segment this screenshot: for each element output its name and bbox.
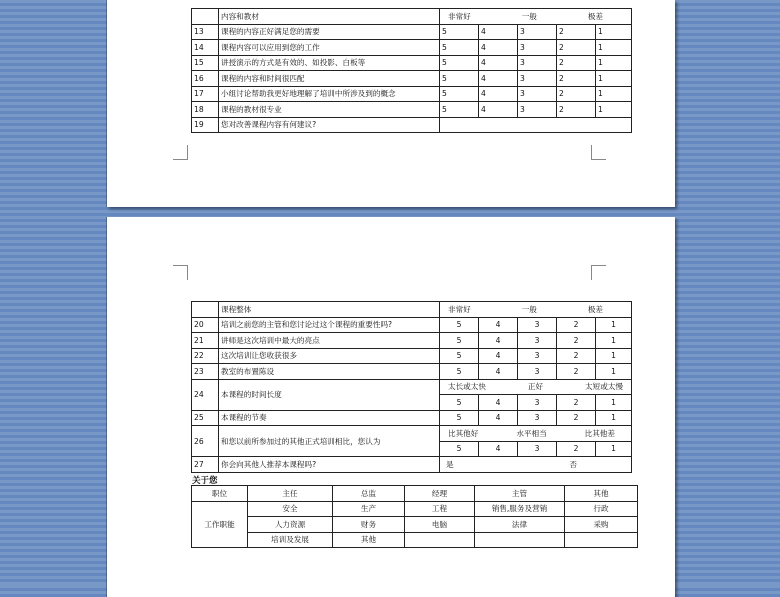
- score-option[interactable]: 1: [596, 364, 632, 380]
- question-number: 13: [192, 24, 219, 40]
- function-option[interactable]: 电脑: [405, 517, 475, 533]
- question-text: 本课程的节奏: [219, 410, 440, 426]
- question-number: 16: [192, 71, 219, 87]
- question-number: 22: [192, 348, 219, 364]
- score-option[interactable]: 3: [518, 395, 557, 411]
- question-row-20: [192, 317, 632, 333]
- question-row-19: [192, 117, 632, 133]
- question-row-22: [192, 348, 632, 364]
- question-text: 课程内容可以应用到您的工作: [219, 40, 440, 56]
- comparison-scale-labels: 比其他好 水平相当 比其他差: [440, 426, 632, 442]
- rating-scale-header: 非常好 一般 极差: [440, 302, 632, 318]
- question-number: 23: [192, 364, 219, 380]
- score-option[interactable]: 4: [479, 395, 518, 411]
- question-text: 您对改善课程内容有何建议?: [219, 117, 440, 133]
- score-option[interactable]: 5: [440, 364, 479, 380]
- score-option[interactable]: 5: [440, 24, 479, 40]
- score-option[interactable]: 1: [596, 24, 632, 40]
- score-option[interactable]: 5: [440, 333, 479, 349]
- question-row-23: [192, 364, 632, 380]
- score-option[interactable]: 1: [596, 86, 632, 102]
- no-option[interactable]: 否: [569, 459, 577, 469]
- question-text: 小组讨论帮助我更好地理解了培训中所涉及到的概念: [219, 86, 440, 102]
- score-option[interactable]: 4: [479, 348, 518, 364]
- section-label: 内容和教材: [219, 9, 440, 25]
- score-option[interactable]: 4: [479, 55, 518, 71]
- question-number: 21: [192, 333, 219, 349]
- position-option[interactable]: 经理: [405, 486, 475, 502]
- score-option[interactable]: 3: [518, 441, 557, 457]
- score-option[interactable]: 5: [440, 441, 479, 457]
- score-option[interactable]: 3: [518, 71, 557, 87]
- document-page-2: [107, 217, 675, 597]
- score-option[interactable]: 2: [557, 348, 596, 364]
- score-option[interactable]: 4: [479, 410, 518, 426]
- score-option[interactable]: 2: [557, 410, 596, 426]
- function-row: [192, 517, 638, 533]
- score-option[interactable]: 1: [596, 333, 632, 349]
- yes-no-options: [440, 457, 632, 473]
- score-option[interactable]: 5: [440, 71, 479, 87]
- function-option: [475, 532, 565, 548]
- question-text: 和您以前所参加过的其他正式培训相比，您认为: [219, 426, 440, 457]
- crop-mark: [173, 145, 188, 160]
- question-row-26: 26 和您以前所参加过的其他正式培训相比，您认为 比其他好 水平相当 比其他差: [192, 426, 632, 442]
- question-text: 讲授演示的方式是有效的、如投影、白板等: [219, 55, 440, 71]
- score-option[interactable]: 4: [479, 333, 518, 349]
- question-row-16: [192, 71, 632, 87]
- score-option[interactable]: 1: [596, 410, 632, 426]
- score-option[interactable]: 2: [557, 364, 596, 380]
- about-you-table: [191, 485, 638, 548]
- question-number: 17: [192, 86, 219, 102]
- score-option[interactable]: 4: [479, 71, 518, 87]
- crop-mark: [591, 265, 606, 280]
- score-option[interactable]: 5: [440, 348, 479, 364]
- position-option[interactable]: 其他: [565, 486, 638, 502]
- score-option[interactable]: 5: [440, 55, 479, 71]
- position-option[interactable]: 主任: [248, 486, 333, 502]
- score-option[interactable]: 1: [596, 317, 632, 333]
- question-text: 你会向其他人推荐本课程吗?: [219, 457, 440, 473]
- score-option[interactable]: 5: [440, 102, 479, 118]
- function-option[interactable]: 其他: [333, 532, 405, 548]
- score-option[interactable]: 5: [440, 86, 479, 102]
- question-number: 19: [192, 117, 219, 133]
- score-option[interactable]: 2: [557, 24, 596, 40]
- question-text: 课程的内容和时间很匹配: [219, 71, 440, 87]
- score-option[interactable]: 4: [479, 24, 518, 40]
- function-option[interactable]: 财务: [333, 517, 405, 533]
- position-option[interactable]: 总监: [333, 486, 405, 502]
- function-option[interactable]: 销售,服务及营销: [475, 501, 565, 517]
- function-label: 工作职能: [192, 501, 248, 548]
- score-option[interactable]: 1: [596, 441, 632, 457]
- question-row-18: [192, 102, 632, 118]
- score-option[interactable]: 3: [518, 86, 557, 102]
- crop-mark: [591, 145, 606, 160]
- score-option[interactable]: 2: [557, 71, 596, 87]
- function-option: [405, 532, 475, 548]
- score-option[interactable]: 5: [440, 410, 479, 426]
- score-option[interactable]: 5: [440, 395, 479, 411]
- table-header-row: [192, 9, 632, 25]
- score-option[interactable]: 2: [557, 102, 596, 118]
- score-option[interactable]: 2: [557, 395, 596, 411]
- yes-option[interactable]: 是: [446, 459, 454, 469]
- score-option[interactable]: 4: [479, 441, 518, 457]
- score-option[interactable]: 4: [479, 317, 518, 333]
- question-number: 15: [192, 55, 219, 71]
- question-row-15: [192, 55, 632, 71]
- function-option: [565, 532, 638, 548]
- function-option[interactable]: 行政: [565, 501, 638, 517]
- question-row-25: 25 本课程的节奏 5 4 3 2 1: [192, 410, 632, 426]
- question-row-17: [192, 86, 632, 102]
- score-option[interactable]: 4: [479, 86, 518, 102]
- question-text: 本课程的时间长度: [219, 379, 440, 410]
- function-option[interactable]: 培训及发展: [248, 532, 333, 548]
- function-row: [192, 532, 638, 548]
- question-number: 14: [192, 40, 219, 56]
- course-overall-table: [191, 301, 632, 473]
- question-text: 培训之前您的主管和您讨论过这个课程的重要性吗?: [219, 317, 440, 333]
- question-text: 课程的教材很专业: [219, 102, 440, 118]
- function-option[interactable]: 安全: [248, 501, 333, 517]
- score-option[interactable]: 3: [518, 333, 557, 349]
- score-option[interactable]: 3: [518, 24, 557, 40]
- question-row-14: [192, 40, 632, 56]
- question-row-27: 27 你会向其他人推荐本课程吗? 是 否: [192, 457, 632, 473]
- score-option[interactable]: 5: [440, 317, 479, 333]
- question-text: 教室的布置陈设: [219, 364, 440, 380]
- function-option[interactable]: 人力资源: [248, 517, 333, 533]
- document-page-1: [107, 0, 675, 207]
- function-option[interactable]: 工程: [405, 501, 475, 517]
- score-option[interactable]: 2: [557, 333, 596, 349]
- about-you-title: 关于您: [192, 476, 218, 486]
- question-text: 课程的内容正好满足您的需要: [219, 24, 440, 40]
- table-header-row: [192, 302, 632, 318]
- function-option[interactable]: 法律: [475, 517, 565, 533]
- score-option[interactable]: 5: [440, 40, 479, 56]
- score-option[interactable]: 4: [479, 40, 518, 56]
- score-option[interactable]: 3: [518, 348, 557, 364]
- score-option[interactable]: 2: [557, 441, 596, 457]
- score-option[interactable]: 1: [596, 348, 632, 364]
- score-option[interactable]: 3: [518, 40, 557, 56]
- question-row-13: [192, 24, 632, 40]
- crop-mark: [173, 265, 188, 280]
- score-option[interactable]: 3: [518, 364, 557, 380]
- section-label: 课程整体: [219, 302, 440, 318]
- question-row-21: [192, 333, 632, 349]
- score-option[interactable]: 3: [518, 55, 557, 71]
- duration-scale-labels: 太长或太快 正好 太短或太慢: [440, 379, 632, 395]
- score-option[interactable]: 2: [557, 40, 596, 56]
- function-option[interactable]: 生产: [333, 501, 405, 517]
- question-number: 20: [192, 317, 219, 333]
- score-option[interactable]: 4: [479, 102, 518, 118]
- score-option[interactable]: 4: [479, 364, 518, 380]
- content-materials-table: [191, 8, 632, 133]
- rating-scale-header: 非常好 一般 极差: [440, 9, 632, 25]
- score-option[interactable]: 1: [596, 55, 632, 71]
- answer-field[interactable]: [440, 117, 632, 133]
- question-number: 18: [192, 102, 219, 118]
- score-option[interactable]: 2: [557, 86, 596, 102]
- score-option[interactable]: 1: [596, 40, 632, 56]
- score-option[interactable]: 3: [518, 102, 557, 118]
- function-row: [192, 501, 638, 517]
- question-row-24: 24 本课程的时间长度 太长或太快 正好 太短或太慢: [192, 379, 632, 395]
- score-option[interactable]: 2: [557, 317, 596, 333]
- position-row: [192, 486, 638, 502]
- position-option[interactable]: 主管: [475, 486, 565, 502]
- score-option[interactable]: 1: [596, 71, 632, 87]
- score-option[interactable]: 2: [557, 55, 596, 71]
- score-option[interactable]: 1: [596, 395, 632, 411]
- score-option[interactable]: 3: [518, 317, 557, 333]
- position-label: 职位: [192, 486, 248, 502]
- question-text: 这次培训让您收获很多: [219, 348, 440, 364]
- function-option[interactable]: 采购: [565, 517, 638, 533]
- score-option[interactable]: 1: [596, 102, 632, 118]
- question-text: 讲师是这次培训中最大的亮点: [219, 333, 440, 349]
- score-option[interactable]: 3: [518, 410, 557, 426]
